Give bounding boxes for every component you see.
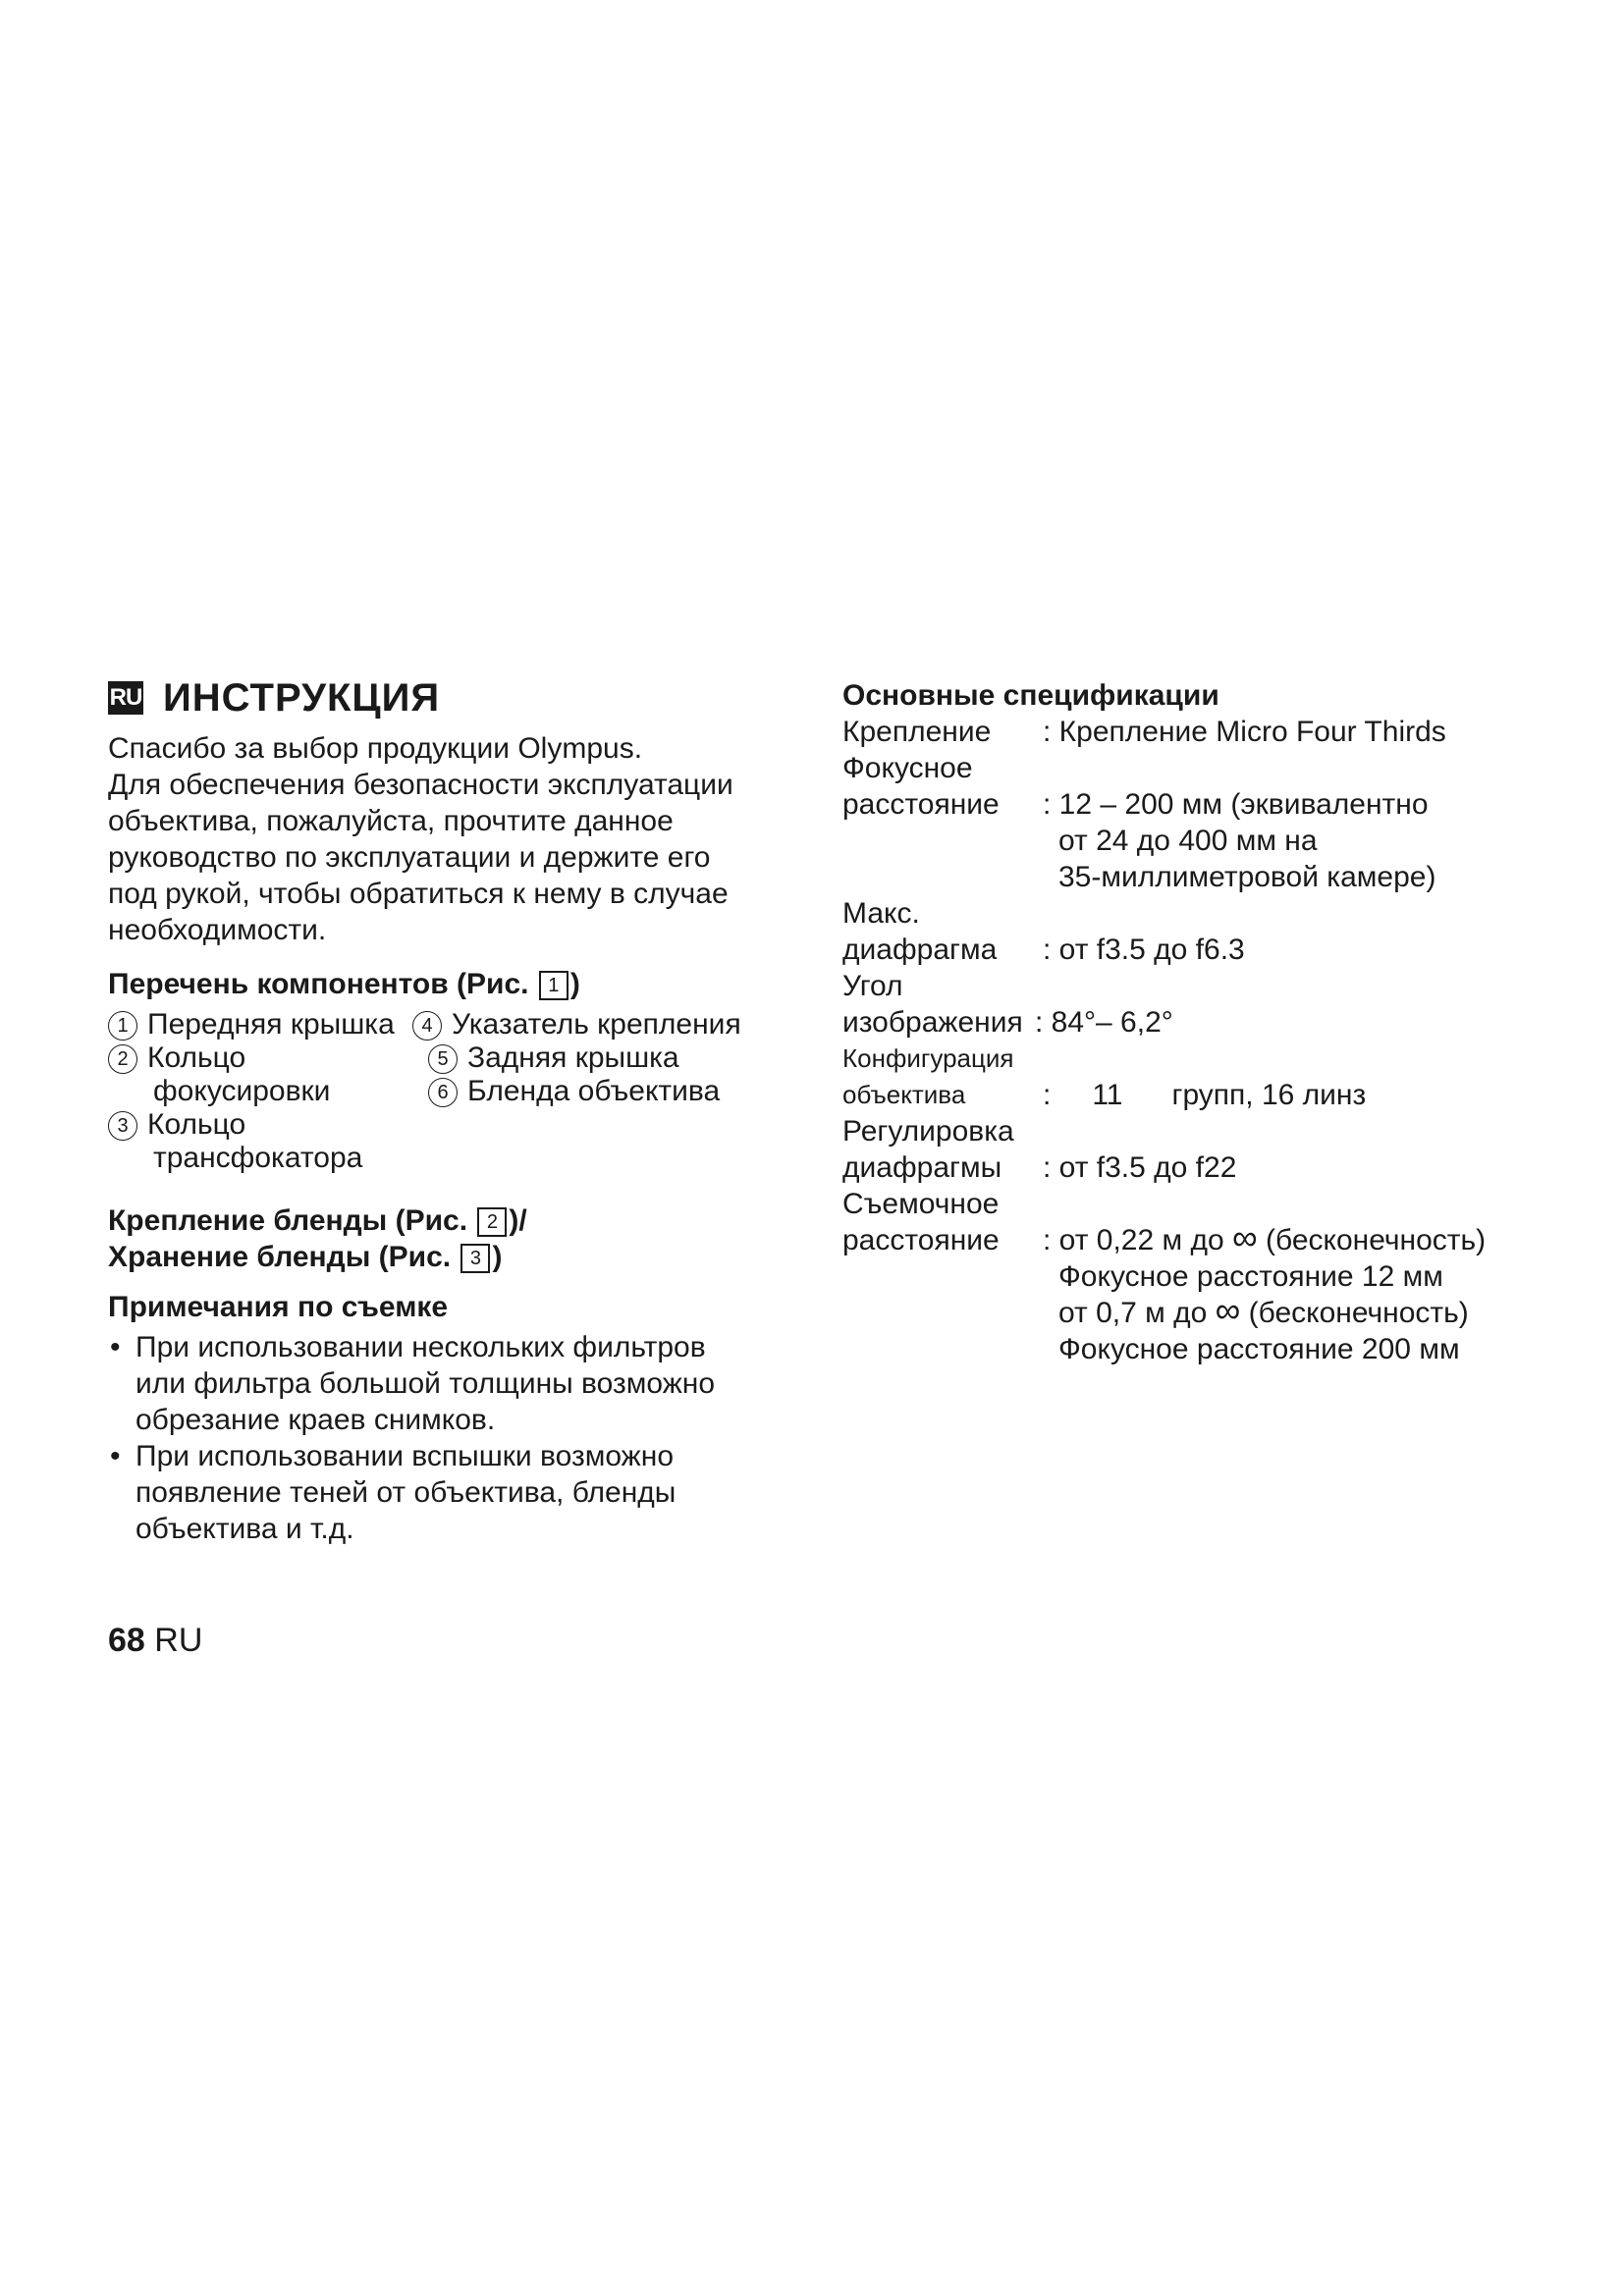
intro-line: руководство по эксплуатации и держите его — [108, 841, 711, 874]
number-2-icon: 2 — [108, 1044, 137, 1074]
figure-ref-1: 1 — [539, 971, 568, 1000]
footer-lang: RU — [154, 1622, 203, 1659]
intro-line: под рукой, чтобы обратиться к нему в случае — [108, 878, 729, 910]
page-footer — [108, 1622, 202, 1660]
intro-line: необходимости. — [108, 914, 327, 946]
components-heading: Перечень компонентов (Рис. 1 ) — [108, 968, 580, 1000]
infinity-icon: ∞ — [1215, 1290, 1241, 1330]
specs-heading: Основные спецификации — [842, 679, 1219, 712]
spec-row-mount: Крепление : Крепление Micro Four Thirds — [842, 716, 1446, 748]
list-item: • При использовании нескольких фильтров или фильтра большой толщины возможно обрезание краев снимков. — [108, 1329, 795, 1438]
spec-row-angle: Угол изображения : 84°– 6,2° — [842, 970, 1173, 1039]
components-list — [108, 1008, 795, 1175]
number-1-icon: 1 — [108, 1011, 137, 1041]
list-item: фокусировки 6 Бленда объектива — [153, 1075, 721, 1107]
hood-heading: Крепление бленды (Рис. 2 )/ Хранение бленды (Рис. 3 ) — [108, 1204, 527, 1273]
list-item: • При использовании вспышки возможно появление теней от объектива, бленды объектива и т.д. — [108, 1438, 795, 1547]
list-item: 3 Кольцо — [108, 1108, 795, 1142]
intro-paragraph — [108, 730, 795, 948]
spec-row-aperture: Макс. диафрагма : от f3.5 до f6.3 — [842, 897, 1245, 966]
left-column — [108, 675, 795, 1547]
spec-row-focal: Фокусное расстояние : 12 – 200 мм (эквивалентно от 24 до 400 мм на 35-миллиметровой камере) — [842, 752, 1436, 893]
page-title: ИНСТРУКЦИЯ — [163, 675, 441, 720]
number-6-icon: 6 — [428, 1078, 458, 1107]
spec-row-distance: Съемочное расстояние : от 0,22 м до ∞ (бесконечность) Фокусное расстояние 12 мм от 0,7 м до ∞ (бесконечность) Фокусное расстояние 200 мм — [842, 1188, 1487, 1365]
spec-row-aperture-range: Регулировка диафрагмы : от f3.5 до f22 — [842, 1115, 1237, 1184]
language-badge: RU — [108, 681, 143, 715]
number-3-icon: 3 — [108, 1111, 137, 1141]
figure-ref-3: 3 — [460, 1244, 490, 1273]
intro-line: объектива, пожалуйста, прочтите данное — [108, 805, 674, 837]
list-item: 2 Кольцо 5 Задняя крышка — [108, 1041, 795, 1075]
notes-heading: Примечания по съемке — [108, 1291, 449, 1323]
list-item: 1 Передняя крышка 4 Указатель крепления — [108, 1008, 795, 1041]
number-4-icon: 4 — [412, 1011, 442, 1041]
specs-column — [842, 677, 1549, 1367]
page-number: 68 — [108, 1622, 145, 1659]
spec-row-config: Конфигурация объектива : 11 групп, 16 линз — [842, 1043, 1367, 1111]
figure-ref-2: 2 — [477, 1207, 507, 1237]
notes-list — [108, 1329, 795, 1547]
number-5-icon: 5 — [428, 1044, 458, 1074]
intro-line: Спасибо за выбор продукции Olympus. — [108, 732, 643, 765]
intro-line: Для обеспечения безопасности эксплуатации — [108, 769, 733, 801]
list-item: трансфокатора — [153, 1142, 363, 1174]
infinity-icon: ∞ — [1231, 1217, 1258, 1257]
title-row — [108, 675, 795, 721]
